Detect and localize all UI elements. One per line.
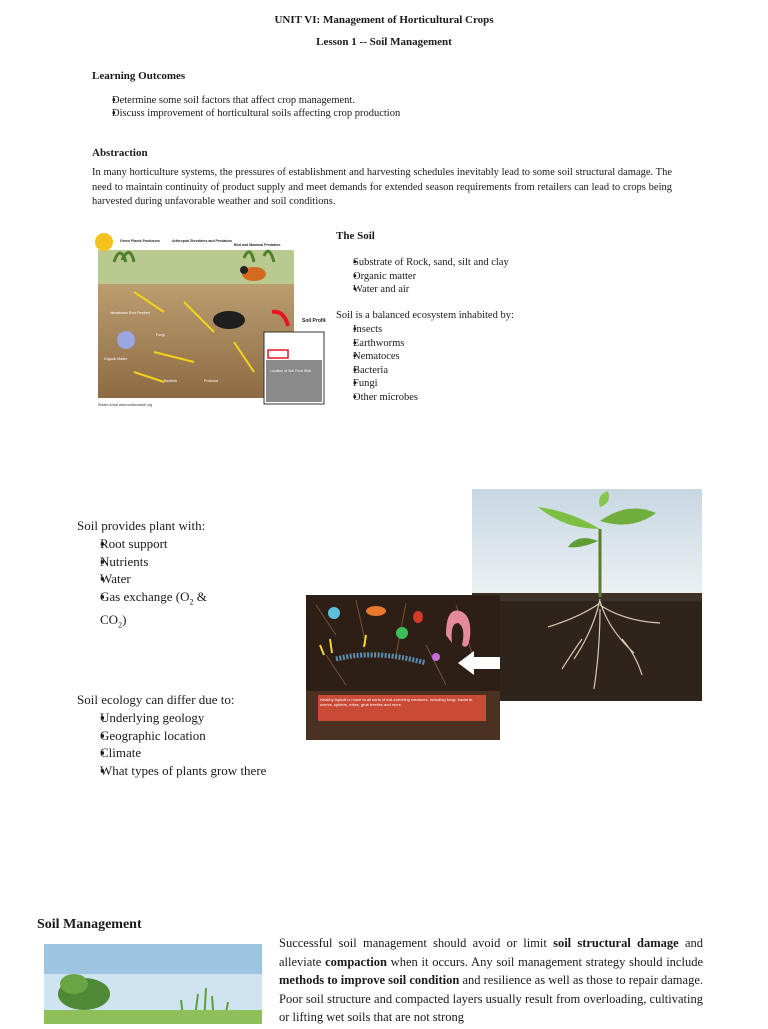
label-fungi: Fungi	[156, 333, 165, 337]
list-item: ▪ Fungi	[353, 377, 418, 391]
list-item: ▪ Root support	[100, 535, 207, 553]
label-green-plants: Green Plants Producers	[120, 239, 160, 243]
mgmt-text-a: Successful soil management should avoid or limit	[279, 936, 554, 950]
list-item: ▪ Water and air	[353, 283, 509, 297]
list-item: ▪ Water	[100, 570, 207, 588]
list-item: ▪ Other microbes	[353, 391, 418, 405]
list-item: ▪ Underlying geology	[100, 709, 266, 727]
mgmt-bold-a: soil structural damage	[553, 936, 679, 950]
provides-intro: Soil provides plant with:	[77, 518, 206, 533]
list-item: ▪ What types of plants grow there	[100, 762, 266, 780]
label-bacteria: Bacteria	[164, 379, 177, 383]
list-item: ▪ Discuss improvement of horticultural soils affecting crop production	[112, 107, 400, 120]
list-item-continued: $CO_2$)	[100, 611, 127, 630]
label-bird-mammal: Bird and Mammal Predators	[234, 243, 281, 247]
list-item: ▪ Nematoces	[353, 350, 418, 364]
abstraction-paragraph: In many horticulture systems, the pressures of establishment and harvesting schedules inevitably lead to some soil structural damage. The need to maintain continuity of product supply and meet demands for extended season requirements from retailers can lead to crops being harvested during unfavorable weather and soil conditions.	[92, 167, 672, 207]
list-item	[100, 588, 207, 611]
lesson-title: Lesson 1 -- Soil Management	[316, 36, 452, 48]
list-item: ▪ Geographic location	[100, 727, 266, 745]
soil-management-heading: Soil Management	[37, 917, 142, 932]
label-location: Location of Soil Food Web	[270, 369, 311, 373]
list-item: ▪ Substrate of Rock, sand, silt and clay	[353, 256, 509, 270]
label-credit: Robert Anval www.soilfoodweb.org	[98, 403, 152, 407]
co2-subscript: 2	[118, 620, 123, 630]
mgmt-text-b: and alleviate	[279, 936, 703, 969]
mgmt-text-d: and resilience as well as those to repair damage. Poor soil structure and compacted layers usually result from overloading, cultivating or lifting wet soils that are not strong	[279, 973, 703, 1024]
learning-outcomes-heading: Learning Outcomes	[92, 70, 186, 82]
soil-food-web-figure	[94, 232, 326, 410]
o2-subscript: 2	[189, 597, 194, 607]
list-item: ▪ Organic matter	[353, 270, 509, 284]
provides-list	[100, 535, 207, 634]
unit-title: UNIT VI: Management of Horticultural Crops	[274, 14, 494, 26]
gas-exchange-text: Gas exchange (O	[100, 588, 190, 604]
soil-organisms-image	[306, 595, 500, 740]
list-item: ▪ Bacteria	[353, 364, 418, 378]
sun-icon	[95, 233, 113, 251]
list-item: ▪ Climate	[100, 744, 266, 762]
label-soil-profile: Soil Profile	[302, 318, 326, 324]
label-organic-matter: Organic Matter	[104, 357, 128, 361]
seedling-roots-image	[472, 489, 702, 701]
label-protozoa: Protozoa	[204, 379, 219, 383]
label-arthropod: Arthropod Shredders and Predators	[172, 239, 232, 243]
ecology-intro: Soil ecology can differ due to:	[77, 692, 235, 707]
mgmt-bold-b: compaction	[325, 954, 387, 969]
gas-amp: &	[193, 588, 207, 604]
ecosystem-intro: Soil is a balanced ecosystem inhabited by:	[336, 310, 514, 321]
label-nematodes: Nematodes Root Feeders	[110, 311, 151, 315]
list-item: ▪ Nutrients	[100, 553, 207, 571]
soil-management-paragraph	[279, 934, 703, 1027]
ecology-list	[100, 709, 266, 779]
learning-outcomes-list	[112, 94, 400, 120]
list-item: ▪ Earthworms	[353, 337, 418, 351]
soil-management-image	[44, 944, 262, 1024]
abstraction-heading: Abstraction	[92, 147, 148, 159]
list-item: ▪ Determine some soil factors that affect crop management.	[112, 94, 400, 107]
mgmt-bold-c: methods to improve soil condition	[279, 973, 460, 987]
list-item: ▪ Insects	[353, 323, 418, 337]
organisms-caption: Healthy topsoil is home to all sorts of soil-enriching creatures, including fungi, bacteria, worms, spiders, mites, grub beetles and more.	[320, 697, 473, 707]
mgmt-text-c: when it occurs. Any soil management strategy should include	[386, 954, 703, 969]
co2-text: CO	[100, 611, 119, 627]
the-soil-heading: The Soil	[336, 230, 375, 242]
soil-composition-list	[353, 256, 509, 297]
ecosystem-list	[353, 323, 418, 404]
